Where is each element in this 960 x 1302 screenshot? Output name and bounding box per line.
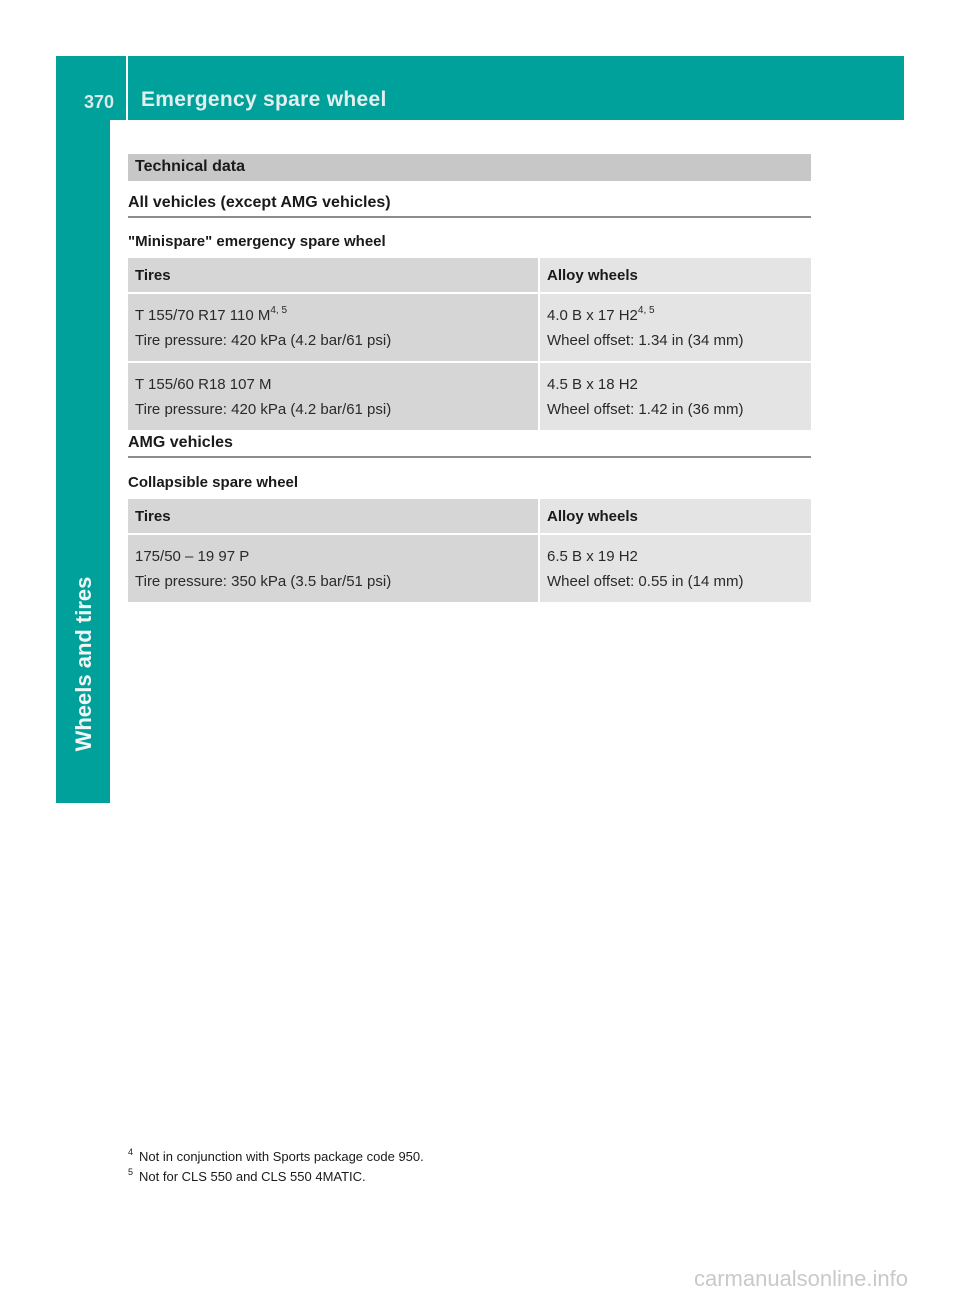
tire-size: T 155/60 R18 107 M — [135, 376, 272, 393]
tire-pressure: Tire pressure: 420 kPa (4.2 bar/61 psi) — [135, 401, 392, 418]
tire-pressure: Tire pressure: 420 kPa (4.2 bar/61 psi) — [135, 332, 392, 349]
table-row — [128, 534, 811, 603]
section-title: Technical data — [135, 158, 245, 175]
wheel-cell — [539, 362, 811, 431]
wheel-size: 4.5 B x 18 H2 — [547, 376, 638, 393]
footnotes — [128, 1147, 424, 1187]
spec-table-minispare — [128, 258, 811, 432]
wheel-cell — [539, 534, 811, 603]
wheel-offset: Wheel offset: 1.34 in (34 mm) — [547, 332, 744, 349]
tire-cell — [128, 362, 539, 431]
footnote-ref: 4, 5 — [270, 305, 288, 316]
tire-size: T 155/70 R17 110 M$^{4, 5}$ — [135, 305, 288, 324]
table-header-row — [128, 258, 811, 293]
watermark: carmanualsonline.info — [693, 1266, 908, 1291]
spec-table-collapsible — [128, 499, 811, 604]
group-heading-all-vehicles: All vehicles (except AMG vehicles) — [128, 194, 811, 218]
page-title: Emergency spare wheel — [141, 88, 387, 111]
wheel-offset: Wheel offset: 0.55 in (14 mm) — [547, 573, 744, 590]
page-number: 370 — [84, 92, 115, 112]
tire-cell — [128, 534, 539, 603]
wheel-cell — [539, 293, 811, 362]
footnote-ref: 4, 5 — [637, 305, 655, 316]
group-heading-amg-vehicles: AMG vehicles — [128, 434, 811, 458]
footnote-item — [128, 1147, 424, 1167]
footnote-text: Not for CLS 550 and CLS 550 4MATIC. — [139, 1169, 366, 1184]
column-header-alloy-wheels: Alloy wheels — [539, 258, 811, 293]
table-header-row — [128, 499, 811, 534]
section-band — [128, 154, 811, 181]
table-row — [128, 362, 811, 431]
tire-pressure: Tire pressure: 350 kPa (3.5 bar/51 psi) — [135, 573, 392, 590]
tire-size: 175/50 – 19 97 P — [135, 548, 250, 565]
column-header-tires: Tires — [128, 499, 539, 534]
footnote-text: Not in conjunction with Sports package code 950. — [139, 1149, 424, 1164]
wheel-size: 6.5 B x 19 H2 — [547, 548, 638, 565]
wheel-size: 4.0 B x 17 H2$^{4, 5}$ — [547, 305, 655, 324]
column-header-alloy-wheels: Alloy wheels — [539, 499, 811, 534]
footnote-mark: 5 — [128, 1167, 134, 1177]
side-tab-label: Wheels and tires — [71, 576, 96, 752]
wheel-offset: Wheel offset: 1.42 in (36 mm) — [547, 401, 744, 418]
subheading-collapsible: Collapsible spare wheel — [128, 474, 299, 491]
header-divider — [126, 56, 128, 120]
column-header-tires: Tires — [128, 258, 539, 293]
tire-cell — [128, 293, 539, 362]
table-row — [128, 293, 811, 362]
footnote-item — [128, 1167, 424, 1187]
subheading-minispare: "Minispare" emergency spare wheel — [128, 233, 386, 250]
footnote-mark: 4 — [128, 1147, 134, 1157]
